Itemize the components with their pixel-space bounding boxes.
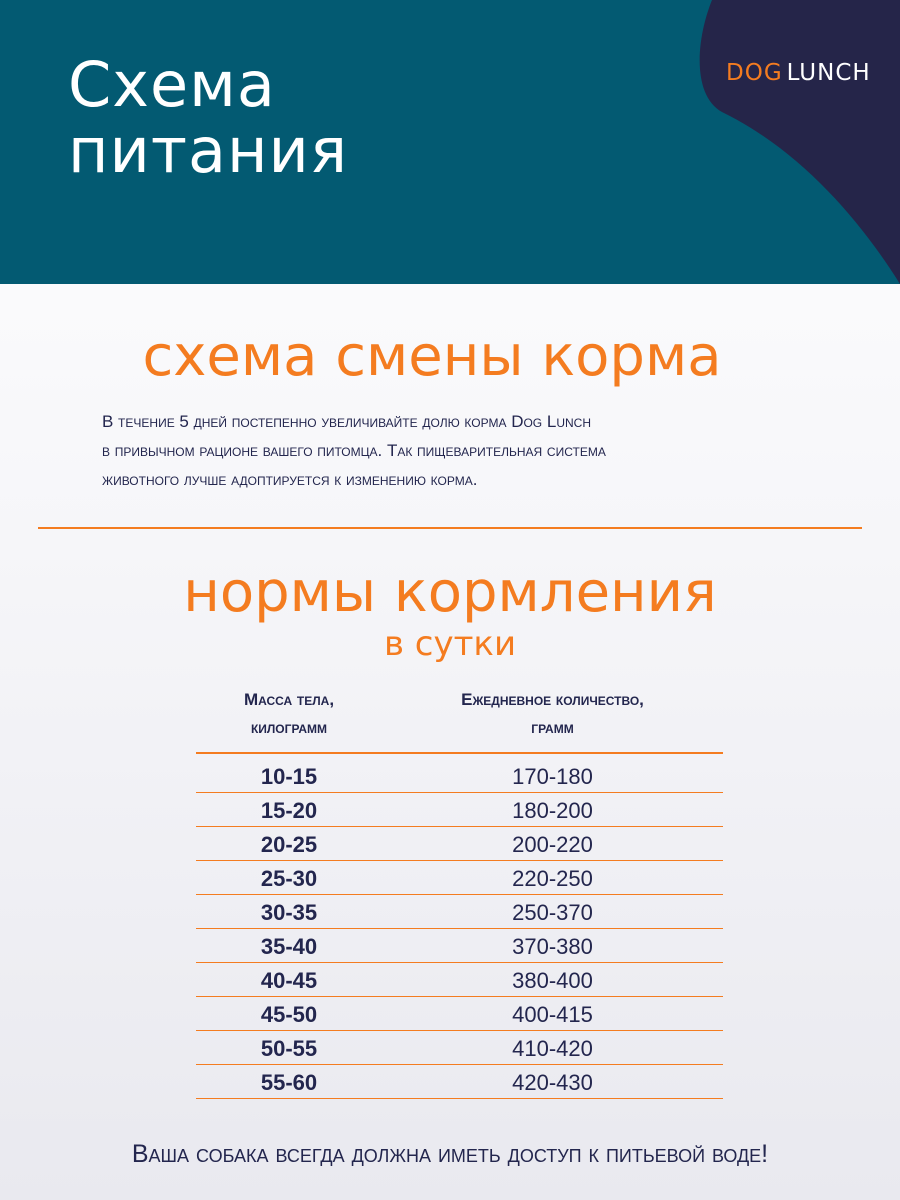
feeding-table [196, 686, 723, 1099]
table-row [196, 1031, 723, 1065]
amount-cell: 410-420 [512, 1036, 593, 1061]
change-scheme-text [102, 407, 842, 494]
header-banner [0, 0, 900, 284]
change-scheme-line-3: животного лучше адоптируется к изменению корма. [102, 470, 478, 489]
weight-cell: 25-30 [260, 866, 318, 891]
header-weight-line-2: килограмм [250, 718, 328, 737]
table-row [196, 929, 723, 963]
amount-cell: 200-220 [512, 832, 593, 857]
amount-cell: 400-415 [512, 1002, 593, 1027]
amount-cell: 370-380 [512, 934, 593, 959]
weight-cell: 50-55 [260, 1036, 318, 1061]
header-amount-line-1: Ежедневное количество, [461, 690, 644, 709]
amount-cell: 250-370 [512, 900, 593, 925]
table-row [196, 793, 723, 827]
weight-cell: 15-20 [260, 798, 318, 823]
page-title-line-1: Схема [68, 48, 276, 121]
logo-dog-text: DOG [726, 60, 783, 86]
weight-cell: 55-60 [260, 1070, 318, 1095]
feeding-norms-subtitle: в сутки [383, 624, 517, 664]
water-reminder: Ваша собака всегда должна иметь доступ к питьевой воде! [131, 1140, 769, 1168]
table-row [196, 895, 723, 929]
header-amount [382, 686, 723, 752]
amount-cell: 170-180 [512, 764, 593, 789]
page-title [68, 48, 349, 187]
table-row [196, 827, 723, 861]
weight-cell: 20-25 [260, 832, 318, 857]
feeding-norms-title: нормы кормления [183, 560, 717, 625]
weight-cell: 45-50 [260, 1002, 318, 1027]
weight-cell: 30-35 [260, 900, 318, 925]
header-weight-line-1: Масса тела, [243, 690, 335, 709]
amount-cell: 420-430 [512, 1070, 593, 1095]
change-scheme-line-1: В течение 5 дней постепенно увеличивайте долю корма Dog Lunch [102, 412, 591, 431]
logo-lunch-text: LUNCH [786, 60, 871, 86]
table-row [196, 997, 723, 1031]
table-row [196, 754, 723, 793]
table-body [196, 754, 723, 1099]
table-row [196, 861, 723, 895]
header-amount-line-2: грамм [531, 718, 574, 737]
amount-cell: 180-200 [512, 798, 593, 823]
table-row [196, 1065, 723, 1099]
amount-cell: 380-400 [512, 968, 593, 993]
dog-lunch-logo [726, 60, 871, 86]
header-weight [196, 686, 382, 752]
amount-cell: 220-250 [512, 866, 593, 891]
weight-cell: 40-45 [260, 968, 318, 993]
table-header [196, 686, 723, 754]
table-row [196, 963, 723, 997]
section-divider [38, 527, 862, 529]
change-scheme-line-2: в привычном рационе вашего питомца. Так пищеварительная система [102, 441, 606, 460]
change-scheme-title: схема смены корма [142, 324, 722, 389]
page-title-line-2: питания [68, 114, 349, 187]
weight-cell: 35-40 [260, 934, 318, 959]
weight-cell: 10-15 [260, 764, 318, 789]
